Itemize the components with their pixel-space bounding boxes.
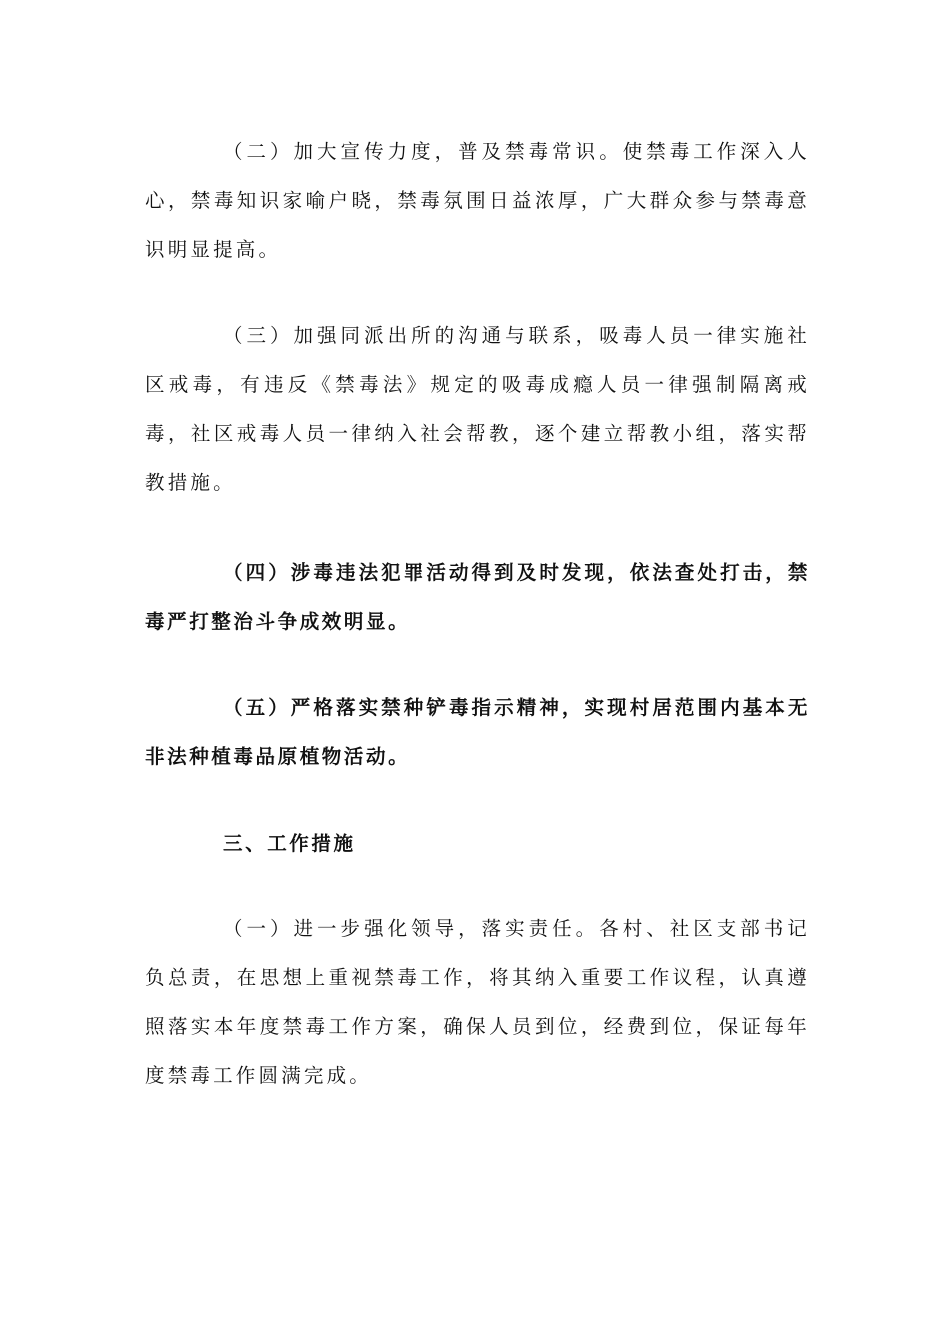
section-heading-work-measures: 三、工作措施 xyxy=(223,832,356,855)
paragraph-measure-1: （一）进一步强化领导，落实责任。各村、社区支部书记负总责，在思想上重视禁毒工作，将其纳入重要工作议程，认真遵照落实本年度禁毒工作方案，确保人员到位，经费到位，保证每年度禁毒工作圆满完成。 xyxy=(145,917,810,1087)
paragraph-goal-4: （四）涉毒违法犯罪活动得到及时发现，依法查处打击，禁毒严打整治斗争成效明显。 xyxy=(145,561,810,633)
paragraph-goal-5: （五）严格落实禁种铲毒指示精神，实现村居范围内基本无非法种植毒品原植物活动。 xyxy=(145,696,810,768)
paragraph-goal-3: （三）加强同派出所的沟通与联系，吸毒人员一律实施社区戒毒，有违反《禁毒法》规定的吸毒成瘾人员一律强制隔离戒毒，社区戒毒人员一律纳入社会帮教，逐个建立帮教小组，落实帮教措施。 xyxy=(145,324,810,494)
paragraph-goal-2: （二）加大宣传力度，普及禁毒常识。使禁毒工作深入人心，禁毒知识家喻户晓，禁毒氛围日益浓厚，广大群众参与禁毒意识明显提高。 xyxy=(145,140,810,261)
